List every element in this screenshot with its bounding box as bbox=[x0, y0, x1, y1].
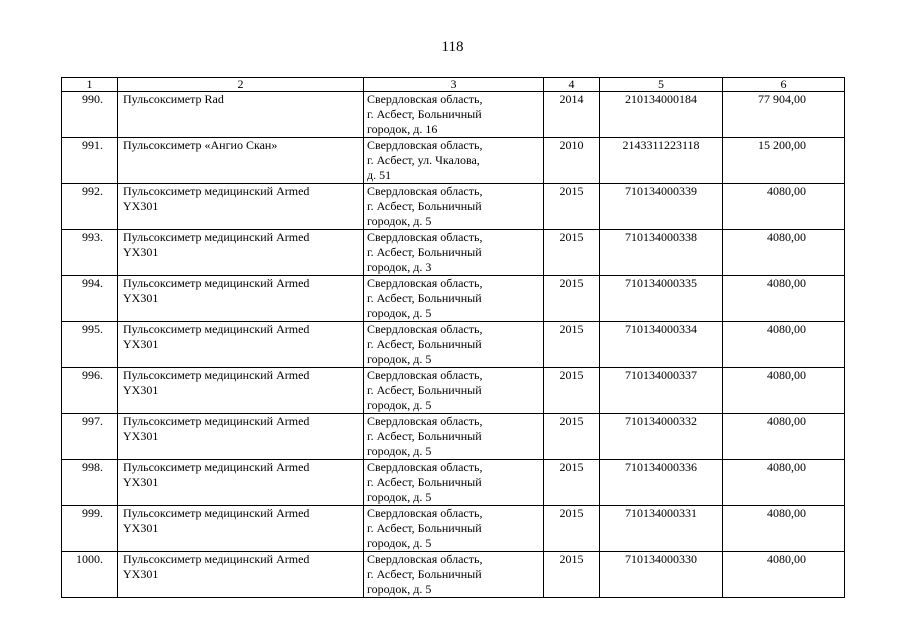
table-row bbox=[62, 322, 845, 368]
item-address-line: Свердловская область, bbox=[367, 276, 483, 290]
item-name-line: YX301 bbox=[123, 567, 159, 581]
item-name-line: YX301 bbox=[123, 429, 159, 443]
row-number: 999. bbox=[62, 506, 118, 552]
inventory-number: 710134000339 bbox=[600, 184, 723, 230]
item-address bbox=[364, 414, 544, 460]
item-address bbox=[364, 184, 544, 230]
inventory-number: 710134000331 bbox=[600, 506, 723, 552]
item-address-line: г. Асбест, Больничный bbox=[367, 383, 482, 397]
item-name-line: Пульсоксиметр медицинский Armed bbox=[123, 276, 310, 290]
table-row bbox=[62, 138, 845, 184]
item-name-line: Пульсоксиметр медицинский Armed bbox=[123, 414, 310, 428]
item-year: 2015 bbox=[544, 506, 600, 552]
inventory-table bbox=[61, 77, 845, 598]
column-number-5: 5 bbox=[600, 78, 723, 92]
item-year: 2015 bbox=[544, 414, 600, 460]
table-row bbox=[62, 506, 845, 552]
column-number-1: 1 bbox=[62, 78, 118, 92]
table-row bbox=[62, 230, 845, 276]
page-number: 118 bbox=[441, 39, 464, 55]
item-name-line: Пульсоксиметр медицинский Armed bbox=[123, 368, 310, 382]
item-year: 2015 bbox=[544, 552, 600, 598]
item-name bbox=[118, 230, 364, 276]
item-name-line: YX301 bbox=[123, 475, 159, 489]
item-year: 2015 bbox=[544, 368, 600, 414]
item-name-line: YX301 bbox=[123, 337, 159, 351]
table-row bbox=[62, 184, 845, 230]
item-address-line: Свердловская область, bbox=[367, 322, 483, 336]
item-name bbox=[118, 138, 364, 184]
item-cost: 4080,00 bbox=[723, 506, 845, 552]
item-address-line: городок, д. 5 bbox=[367, 214, 432, 228]
item-name-line: Пульсоксиметр медицинский Armed bbox=[123, 460, 310, 474]
item-year: 2010 bbox=[544, 138, 600, 184]
inventory-number: 710134000330 bbox=[600, 552, 723, 598]
item-cost: 4080,00 bbox=[723, 460, 845, 506]
item-address bbox=[364, 552, 544, 598]
item-name-line: Пульсоксиметр медицинский Armed bbox=[123, 506, 310, 520]
item-address-line: Свердловская область, bbox=[367, 414, 483, 428]
table-row bbox=[62, 552, 845, 598]
inventory-number: 710134000337 bbox=[600, 368, 723, 414]
item-year: 2015 bbox=[544, 276, 600, 322]
column-number-3: 3 bbox=[364, 78, 544, 92]
item-year: 2014 bbox=[544, 92, 600, 138]
item-cost: 4080,00 bbox=[723, 230, 845, 276]
item-name bbox=[118, 322, 364, 368]
item-year: 2015 bbox=[544, 322, 600, 368]
item-address-line: Свердловская область, bbox=[367, 460, 483, 474]
item-address-line: городок, д. 5 bbox=[367, 398, 432, 412]
row-number: 992. bbox=[62, 184, 118, 230]
item-name bbox=[118, 552, 364, 598]
item-address-line: г. Асбест, Больничный bbox=[367, 475, 482, 489]
item-cost: 4080,00 bbox=[723, 368, 845, 414]
item-address-line: городок, д. 5 bbox=[367, 536, 432, 550]
item-cost: 4080,00 bbox=[723, 552, 845, 598]
item-cost: 77 904,00 bbox=[723, 92, 845, 138]
item-address-line: городок, д. 5 bbox=[367, 352, 432, 366]
item-name bbox=[118, 506, 364, 552]
item-address-line: городок, д. 5 bbox=[367, 582, 432, 596]
item-name-line: Пульсоксиметр медицинский Armed bbox=[123, 184, 310, 198]
item-address-line: Свердловская область, bbox=[367, 92, 483, 106]
column-number-row bbox=[62, 78, 845, 92]
item-address bbox=[364, 368, 544, 414]
column-number-6: 6 bbox=[723, 78, 845, 92]
item-address-line: г. Асбест, Больничный bbox=[367, 107, 482, 121]
column-number-2: 2 bbox=[118, 78, 364, 92]
item-address-line: Свердловская область, bbox=[367, 138, 483, 152]
item-address-line: Свердловская область, bbox=[367, 184, 483, 198]
item-name-line: YX301 bbox=[123, 199, 159, 213]
item-address bbox=[364, 92, 544, 138]
item-name bbox=[118, 368, 364, 414]
table-row bbox=[62, 92, 845, 138]
item-address-line: городок, д. 5 bbox=[367, 444, 432, 458]
item-name-line: Пульсоксиметр «Ангио Скан» bbox=[123, 138, 278, 152]
table-body bbox=[62, 78, 845, 598]
item-address-line: г. Асбест, Больничный bbox=[367, 291, 482, 305]
item-name-line: Пульсоксиметр Rad bbox=[123, 92, 224, 106]
item-name-line: Пульсоксиметр медицинский Armed bbox=[123, 230, 310, 244]
item-address-line: Свердловская область, bbox=[367, 506, 483, 520]
row-number: 995. bbox=[62, 322, 118, 368]
item-address-line: городок, д. 5 bbox=[367, 306, 432, 320]
item-name-line: YX301 bbox=[123, 521, 159, 535]
table-row bbox=[62, 368, 845, 414]
item-address-line: г. Асбест, Больничный bbox=[367, 199, 482, 213]
item-address-line: городок, д. 16 bbox=[367, 122, 438, 136]
item-address bbox=[364, 276, 544, 322]
inventory-number: 2143311223118 bbox=[600, 138, 723, 184]
row-number: 991. bbox=[62, 138, 118, 184]
inventory-number: 710134000334 bbox=[600, 322, 723, 368]
table-row bbox=[62, 414, 845, 460]
item-address bbox=[364, 460, 544, 506]
item-name bbox=[118, 92, 364, 138]
item-cost: 15 200,00 bbox=[723, 138, 845, 184]
item-address-line: Свердловская область, bbox=[367, 368, 483, 382]
item-name bbox=[118, 184, 364, 230]
inventory-number: 710134000335 bbox=[600, 276, 723, 322]
table-row bbox=[62, 460, 845, 506]
row-number: 994. bbox=[62, 276, 118, 322]
item-year: 2015 bbox=[544, 184, 600, 230]
item-address-line: г. Асбест, Больничный bbox=[367, 567, 482, 581]
item-cost: 4080,00 bbox=[723, 414, 845, 460]
item-address-line: Свердловская область, bbox=[367, 230, 483, 244]
item-year: 2015 bbox=[544, 460, 600, 506]
item-address-line: городок, д. 3 bbox=[367, 260, 432, 274]
item-name bbox=[118, 414, 364, 460]
item-cost: 4080,00 bbox=[723, 276, 845, 322]
item-address-line: городок, д. 5 bbox=[367, 490, 432, 504]
item-address bbox=[364, 138, 544, 184]
item-cost: 4080,00 bbox=[723, 322, 845, 368]
inventory-number: 710134000338 bbox=[600, 230, 723, 276]
item-name bbox=[118, 460, 364, 506]
table-row bbox=[62, 276, 845, 322]
row-number: 990. bbox=[62, 92, 118, 138]
row-number: 997. bbox=[62, 414, 118, 460]
item-address-line: Свердловская область, bbox=[367, 552, 483, 566]
item-year: 2015 bbox=[544, 230, 600, 276]
row-number: 993. bbox=[62, 230, 118, 276]
item-address-line: г. Асбест, Больничный bbox=[367, 337, 482, 351]
item-name-line: YX301 bbox=[123, 245, 159, 259]
item-cost: 4080,00 bbox=[723, 184, 845, 230]
row-number: 1000. bbox=[62, 552, 118, 598]
item-name-line: YX301 bbox=[123, 291, 159, 305]
item-address-line: г. Асбест, Больничный bbox=[367, 245, 482, 259]
item-name-line: Пульсоксиметр медицинский Armed bbox=[123, 322, 310, 336]
column-number-4: 4 bbox=[544, 78, 600, 92]
item-name bbox=[118, 276, 364, 322]
item-name-line: Пульсоксиметр медицинский Armed bbox=[123, 552, 310, 566]
row-number: 998. bbox=[62, 460, 118, 506]
inventory-number: 710134000336 bbox=[600, 460, 723, 506]
item-address-line: г. Асбест, Больничный bbox=[367, 429, 482, 443]
item-name-line: YX301 bbox=[123, 383, 159, 397]
item-address bbox=[364, 506, 544, 552]
item-address-line: г. Асбест, Больничный bbox=[367, 521, 482, 535]
row-number: 996. bbox=[62, 368, 118, 414]
item-address-line: г. Асбест, ул. Чкалова, bbox=[367, 153, 480, 167]
item-address bbox=[364, 230, 544, 276]
inventory-number: 210134000184 bbox=[600, 92, 723, 138]
item-address bbox=[364, 322, 544, 368]
inventory-number: 710134000332 bbox=[600, 414, 723, 460]
item-address-line: д. 51 bbox=[367, 168, 392, 182]
